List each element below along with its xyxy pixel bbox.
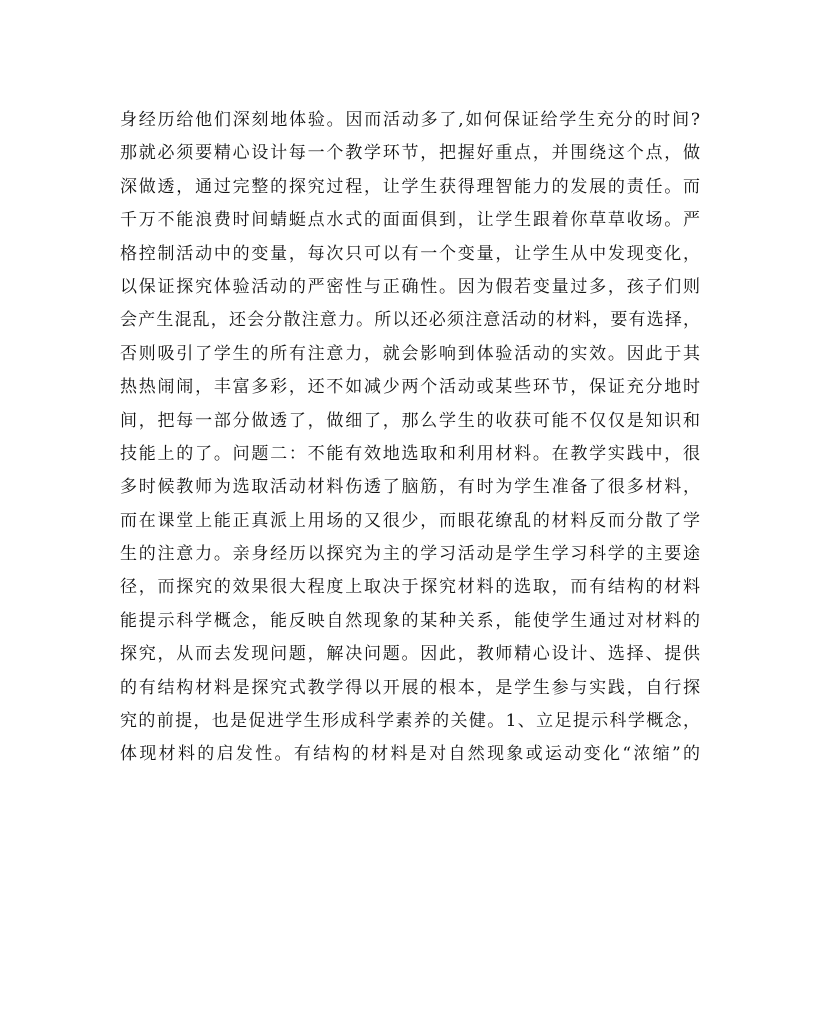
text-line: 技能上的了。问题二：不能有效地选取和利用材料。在教学实践中，很	[120, 443, 700, 464]
text-line: 究的前提，也是促进学生形成科学素养的关健。1、立足提示科学概念，	[120, 711, 700, 732]
text-line: 那就必须要精心设计每一个教学环节，把握好重点，并围绕这个点，做	[120, 143, 700, 164]
body-text	[120, 104, 700, 772]
text-line: 格控制活动中的变量，每次只可以有一个变量，让学生从中发现变化，	[120, 243, 700, 264]
text-line: 以保证探究体验活动的严密性与正确性。因为假若变量过多，孩子们则	[120, 276, 700, 297]
text-line: 热热闹闹，丰富多彩，还不如减少两个活动或某些环节，保证充分地时	[120, 377, 700, 398]
text-line: 探究，从而去发现问题，解决问题。因此，教师精心设计、选择、提供	[120, 644, 700, 665]
text-line: 的有结构材料是探究式教学得以开展的根本，是学生参与实践，自行探	[120, 677, 700, 698]
text-line: 深做透，通过完整的探究过程，让学生获得理智能力的发展的责任。而	[120, 176, 700, 197]
text-line: 千万不能浪费时间蜻蜓点水式的面面俱到，让学生跟着你草草收场。严	[120, 210, 700, 231]
text-line: 身经历给他们深刻地体验。因而活动多了,如何保证给学生充分的时间?	[120, 110, 700, 130]
text-line: 而在课堂上能正真派上用场的又很少，而眼花缭乱的材料反而分散了学	[120, 510, 700, 531]
text-line: 否则吸引了学生的所有注意力，就会影响到体验活动的实效。因此于其	[120, 343, 700, 364]
text-line: 体现材料的启发性。有结构的材料是对自然现象或运动变化“浓缩”的	[120, 744, 700, 765]
text-line: 会产生混乱，还会分散注意力。所以还必须注意活动的材料，要有选择，	[120, 310, 700, 331]
text-line: 多时候教师为选取活动材料伤透了脑筋，有时为学生准备了很多材料，	[120, 477, 700, 498]
text-line: 径，而探究的效果很大程度上取决于探究材料的选取，而有结构的材料	[120, 577, 700, 598]
text-line: 能提示科学概念，能反映自然现象的某种关系，能使学生通过对材料的	[120, 610, 700, 631]
text-line: 生的注意力。亲身经历以探究为主的学习活动是学生学习科学的主要途	[120, 544, 700, 565]
text-line: 间，把每一部分做透了，做细了，那么学生的收获可能不仅仅是知识和	[120, 410, 700, 431]
